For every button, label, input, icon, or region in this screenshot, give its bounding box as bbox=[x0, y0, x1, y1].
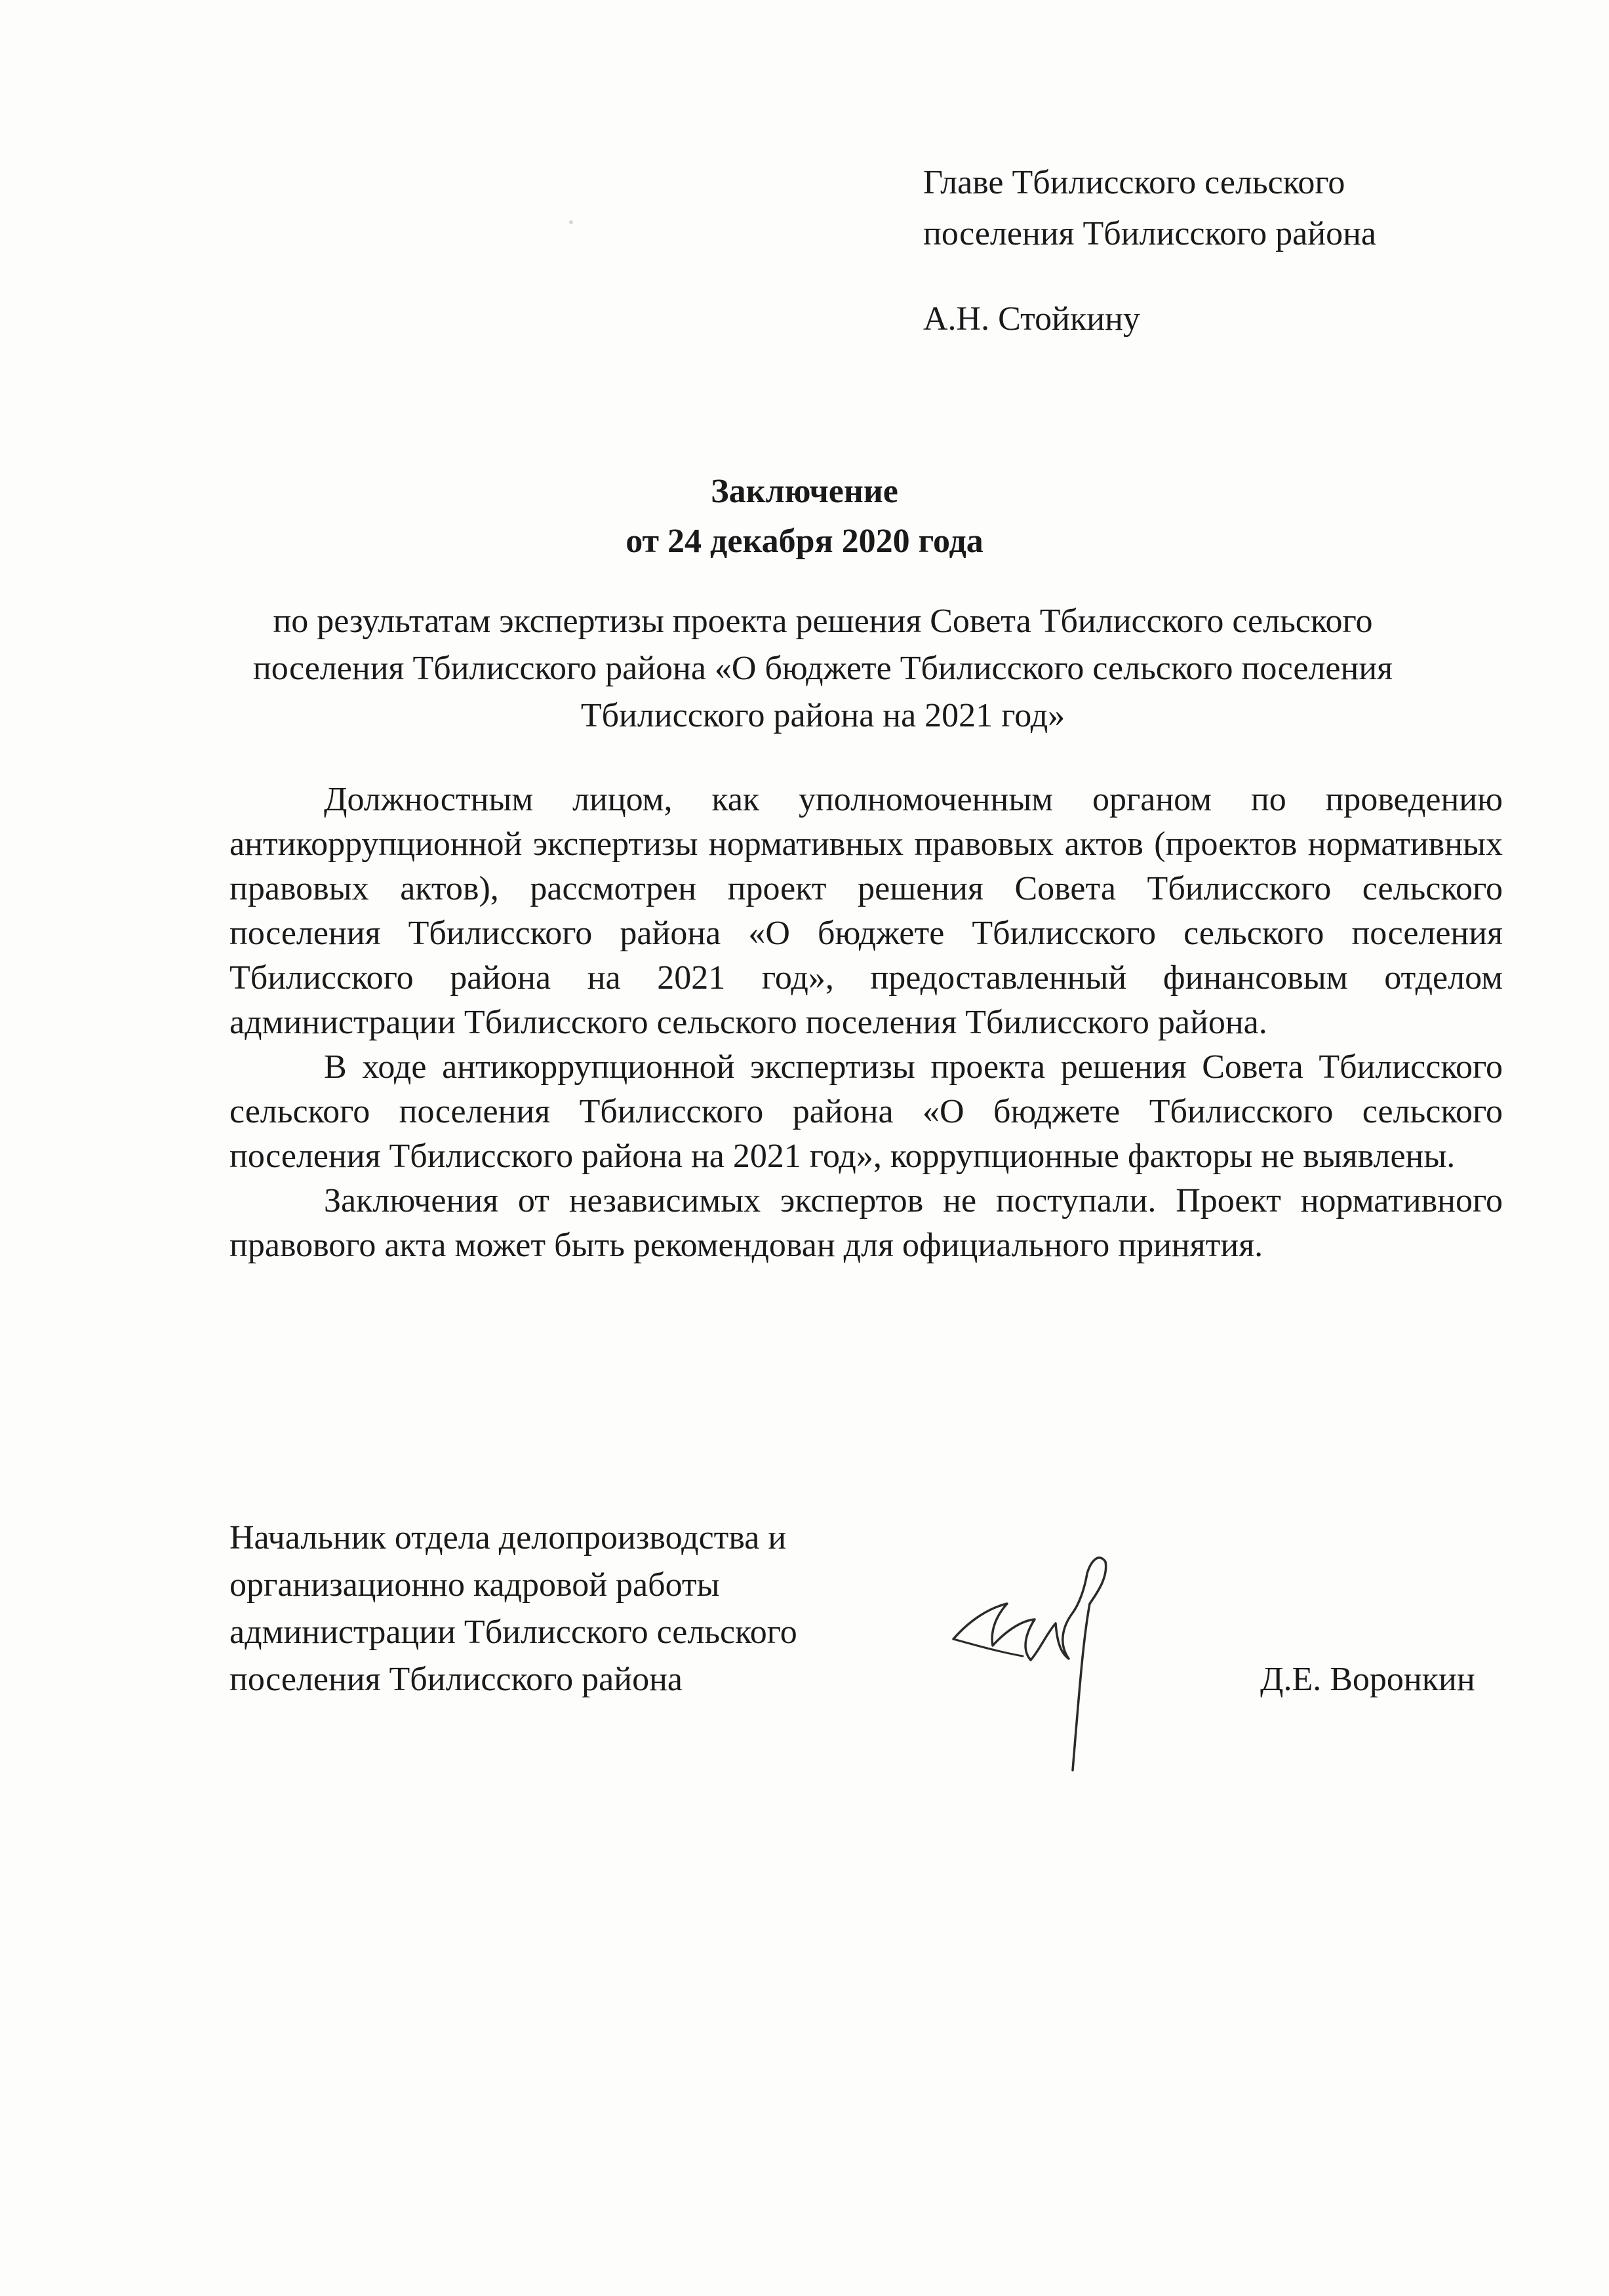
signatory-position-line-1: Начальник отдела делопроизводства и bbox=[229, 1519, 787, 1556]
body-paragraph-1: Должностным лицом, как уполномоченным органом по проведению антикоррупционной экспертизы нормативных правовых актов (проектов нормативных правовых актов), рассмотрен проект решения Совета Тбилисского сельского поселения Тбилисского района «О бюджете Тбилисского сельского поселения Тбилисского района на 2021 год», предоставленный финансовым отделом администрации Тбилисского сельского поселения Тбилисского района. bbox=[229, 781, 1503, 1041]
document-subject: по результатам экспертизы проекта решения Совета Тбилисского сельского поселения Тбилисского района «О бюджете Тбилисского сельского поселения Тбилисского района на 2021 год» bbox=[252, 603, 1393, 734]
signatory-position-line-2: организационно кадровой работы bbox=[229, 1566, 720, 1604]
addressee-line-1: Главе Тбилисского сельского bbox=[923, 164, 1345, 201]
signatory-position-line-4: поселения Тбилисского района bbox=[229, 1661, 683, 1698]
addressee-block bbox=[923, 157, 1376, 345]
addressee-name: А.Н. Стойкину bbox=[923, 300, 1140, 338]
signatory-position-line-3: администрации Тбилисского сельского bbox=[229, 1613, 797, 1651]
signatory-position bbox=[229, 1514, 797, 1703]
document-body bbox=[229, 778, 1503, 1268]
document-title-block bbox=[0, 467, 1609, 566]
document-date: от 24 декабря 2020 года bbox=[626, 523, 983, 560]
body-paragraph-2: В ходе антикоррупционной экспертизы проекта решения Совета Тбилисского сельского поселения Тбилисского района «О бюджете Тбилисского сельского поселения Тбилисского района на 2021 год», коррупционные факторы не выявлены. bbox=[229, 1048, 1503, 1175]
scan-speck bbox=[569, 220, 573, 224]
handwritten-signature-icon bbox=[944, 1547, 1141, 1783]
addressee-line-2: поселения Тбилисского района bbox=[923, 215, 1376, 252]
document-title: Заключение bbox=[711, 473, 898, 510]
signatory-name: Д.Е. Воронкин bbox=[1260, 1661, 1475, 1698]
body-paragraph-3: Заключения от независимых экспертов не поступали. Проект нормативного правового акта может быть рекомендован для официального принятия. bbox=[229, 1182, 1503, 1264]
